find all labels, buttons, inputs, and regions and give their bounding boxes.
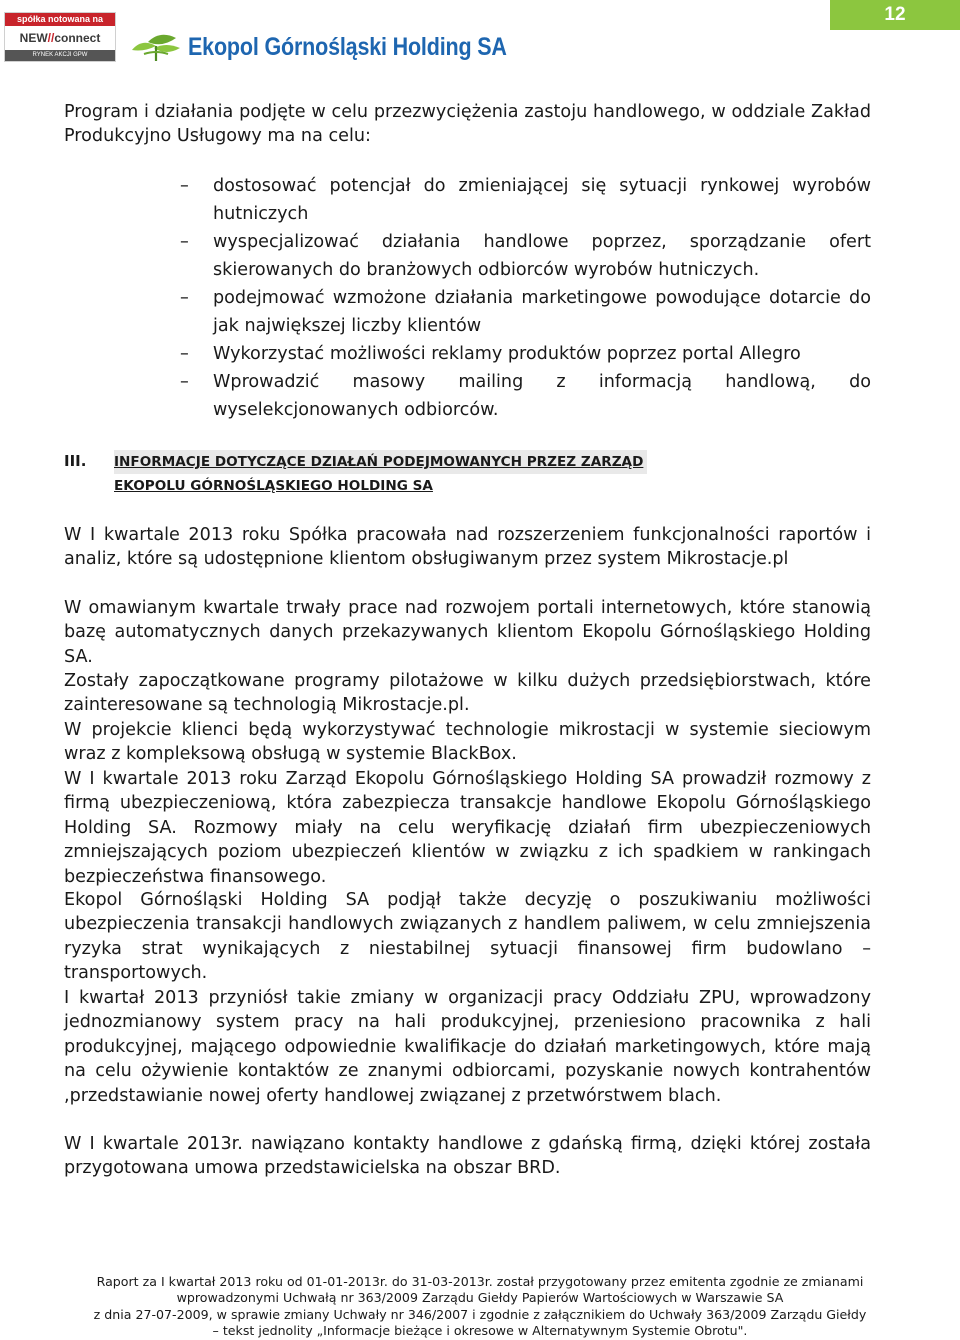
paragraph: W I kwartale 2013r. nawiązano kontakty handlowe z gdańską firmą, dzięki której została przygotowana umowa przedstawicielska na obszar BRD. bbox=[64, 1134, 871, 1179]
paragraph: Zostały zapoczątkowane programy pilotażowe w kilku dużych przedsiębiorstwach, które zainteresowane są technologią Mikrostacje.pl. bbox=[64, 671, 871, 716]
footer-line: – tekst jednolity „Informacje bieżące i okresowe w Alternatywnym Systemie Obrotu". bbox=[212, 1323, 748, 1339]
bullet-dash: – bbox=[180, 372, 189, 392]
badge-bottom-text: RYNEK AKCJI GPW bbox=[5, 50, 115, 61]
bullet-dash: – bbox=[180, 232, 189, 252]
page-number: 12 bbox=[830, 0, 960, 30]
brand-right: connect bbox=[54, 31, 101, 45]
list-item bbox=[180, 228, 871, 284]
list-item-text: wyspecjalizować działania handlowe poprzez, sporządzanie ofert skierowanych do branżowych odbiorców wyrobów hutniczych. bbox=[213, 232, 871, 280]
page-footer bbox=[40, 1274, 920, 1340]
company-logo bbox=[130, 32, 559, 62]
list-item-text: dostosować potencjał do zmieniającej się sytuacji rynkowej wyrobów hutniczych bbox=[213, 176, 871, 224]
section-title bbox=[114, 450, 647, 498]
paragraph: I kwartał 2013 przyniósł takie zmiany w organizacji pracy Oddziału ZPU, wprowadzony jednozmianowy system pracy na hali produkcyjnej, przeniesiono pracownika z hali produkcyjnej, mającego odpowiednie kwalifikacje do działań marketingowych, które mają na celu ożywienie kontaktów ze znanymi odbiorcami, pozyskanie nowych kontrahentów ,przedstawianie nowej oferty handlowej związanej z przetwórstwem blach. bbox=[64, 988, 871, 1106]
brand-left: NEW bbox=[19, 31, 48, 45]
list-item-text: podejmować wzmożone działania marketingowe powodujące dotarcie do jak największej liczby klientów bbox=[213, 288, 871, 336]
paragraph: W projekcie klienci będą wykorzystywać technologie mikrostacji w systemie sieciowym wraz z kompleksową obsługą w systemie BlackBox. bbox=[64, 720, 871, 765]
list-item bbox=[180, 172, 871, 228]
section-title-line2: EKOPOLU GÓRNOŚLĄSKIEGO HOLDING SA bbox=[114, 478, 433, 494]
list-item-text: Wykorzystać możliwości reklamy produktów poprzez portal Allegro bbox=[213, 344, 801, 364]
paragraph: Ekopol Górnośląski Holding SA podjął także decyzję o poszukiwaniu możliwości ubezpieczenia transakcji handlowych związanych z handlem paliwem, w celu zmniejszenia ryzyka strat wynikających z niestabilnej sytuacji finansowej firm budowlano – transportowych. bbox=[64, 890, 871, 984]
list-item bbox=[180, 368, 871, 424]
logo-title: Ekopol Górnośląski Holding SA bbox=[188, 32, 507, 61]
paragraph: W I kwartale 2013 roku Zarząd Ekopolu Górnośląskiego Holding SA prowadził rozmowy z firmą ubezpieczeniową, która zabezpiecza transakcje handlowe Ekopolu Górnośląskiego Holding SA. Rozmowy miały na celu weryfikację działań firm ubezpieczeniowych zmniejszających poziom ubezpieczeń klientów w związku z ich spadkiem w rankingach bezpieczeństwa finansowego. bbox=[64, 769, 871, 887]
leaf-logo-icon bbox=[130, 32, 182, 62]
intro-paragraph: Program i działania podjęte w celu przezwyciężenia zastoju handlowego, w oddziale Zakład Produkcyjno Usługowy ma na celu: bbox=[64, 102, 871, 147]
list-item bbox=[180, 284, 871, 340]
bullet-dash: – bbox=[180, 288, 189, 308]
paragraph: W I kwartale 2013 roku Spółka pracowała nad rozszerzeniem funkcjonalności raportów i analiz, które są udostępnione klientom obsługiwanym przez system Mikrostacje.pl bbox=[64, 525, 871, 570]
bullet-dash: – bbox=[180, 344, 189, 364]
newconnect-badge bbox=[4, 12, 116, 62]
section-number: III. bbox=[64, 452, 87, 470]
goals-list bbox=[180, 172, 871, 424]
footer-line: Raport za I kwartał 2013 roku od 01-01-2013r. do 31-03-2013r. został przygotowany przez emitenta zgodnie ze zmianami bbox=[96, 1274, 864, 1289]
bullet-dash: – bbox=[180, 176, 189, 196]
footer-line: wprowadzonymi Uchwałą nr 363/2009 Zarządu Giełdy Papierów Wartościowych w Warszawie SA bbox=[176, 1290, 784, 1306]
footer-line: z dnia 27-07-2009, w sprawie zmiany Uchwały nr 346/2007 i zgodnie z załącznikiem do Uchwały 363/2009 Zarządu Giełdy bbox=[93, 1306, 867, 1322]
section-title-line1: INFORMACJE DOTYCZĄCE DZIAŁAŃ PODEJMOWANYCH PRZEZ ZARZĄD bbox=[114, 450, 647, 474]
badge-top-text: spółka notowana na bbox=[5, 13, 115, 26]
list-item-text: Wprowadzić masowy mailing z informacją handlową, do wyselekcjonowanych odbiorców. bbox=[213, 372, 871, 420]
list-item bbox=[180, 340, 871, 368]
newconnect-logo bbox=[5, 26, 115, 50]
paragraph: W omawianym kwartale trwały prace nad rozwojem portali internetowych, które stanowią bazę automatycznych danych przekazywanych klientom Ekopolu Górnośląskiego Holding SA. bbox=[64, 598, 871, 667]
brand-slash-icon: // bbox=[47, 31, 55, 45]
